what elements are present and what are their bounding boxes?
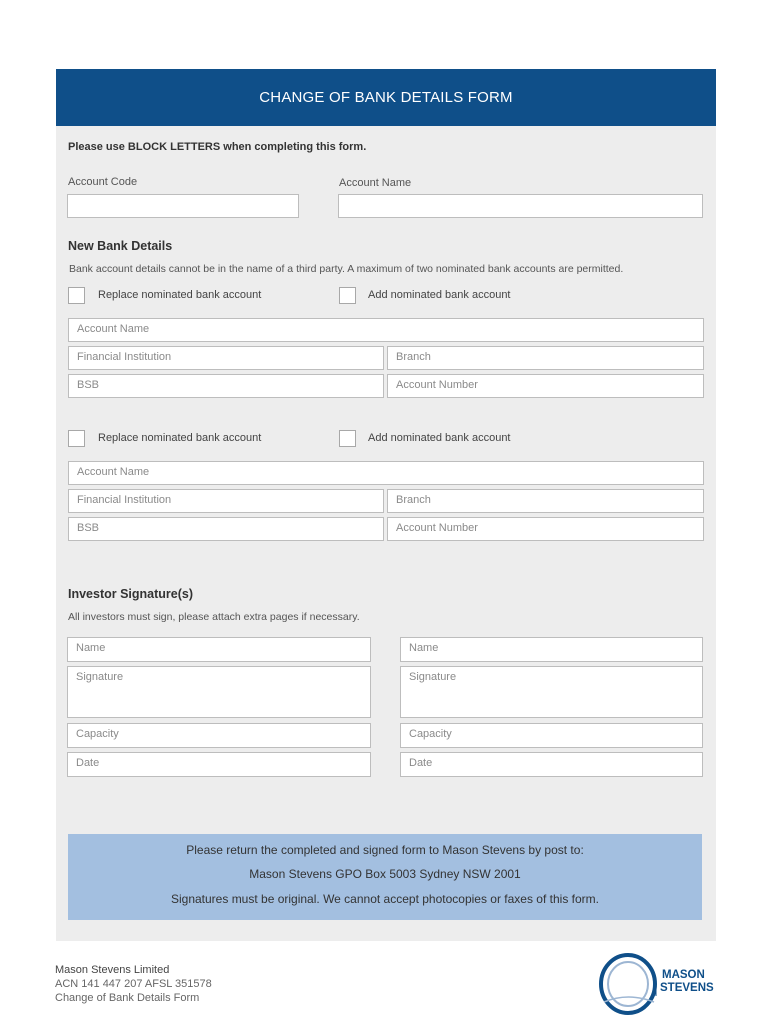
bank-account-name-field-1[interactable]: Account Name (68, 318, 704, 342)
replace-account-checkbox-1[interactable] (68, 287, 85, 304)
account-code-field[interactable] (67, 194, 299, 218)
return-address: Mason Stevens GPO Box 5003 Sydney NSW 2001 (249, 867, 521, 881)
replace-account-label-2: Replace nominated bank account (98, 432, 262, 444)
add-account-checkbox-2[interactable] (339, 430, 356, 447)
logo-emblem-icon (598, 952, 718, 1016)
signatures-heading: Investor Signature(s) (68, 587, 194, 601)
form-panel (56, 69, 716, 941)
footer-company: Mason Stevens Limited (55, 964, 170, 976)
investor2-name-field[interactable]: Name (400, 637, 703, 662)
return-info-box (68, 834, 702, 920)
svg-text:STEVENS: STEVENS (660, 982, 714, 994)
form-title: CHANGE OF BANK DETAILS FORM (56, 69, 716, 126)
branch-field-2[interactable]: Branch (387, 489, 704, 513)
account-name-field[interactable] (338, 194, 703, 218)
svg-text:MASON: MASON (662, 969, 705, 981)
bank-details-heading: New Bank Details (68, 239, 173, 253)
add-account-label-2: Add nominated bank account (368, 432, 511, 444)
investor1-capacity-field[interactable]: Capacity (67, 723, 371, 748)
investor1-date-field[interactable]: Date (67, 752, 371, 777)
add-account-label-1: Add nominated bank account (368, 289, 511, 301)
account-number-field-1[interactable]: Account Number (387, 374, 704, 398)
bsb-field-1[interactable]: BSB (68, 374, 384, 398)
investor2-capacity-field[interactable]: Capacity (400, 723, 703, 748)
footer-acn: ACN 141 447 207 AFSL 351578 (55, 978, 212, 990)
footer-doc-name: Change of Bank Details Form (55, 992, 200, 1004)
bsb-field-2[interactable]: BSB (68, 517, 384, 541)
replace-account-checkbox-2[interactable] (68, 430, 85, 447)
return-line-1: Please return the completed and signed form to Mason Stevens by post to: (186, 843, 584, 857)
investor1-signature-field[interactable]: Signature (67, 666, 371, 718)
financial-institution-field-1[interactable]: Financial Institution (68, 346, 384, 370)
investor1-name-field[interactable]: Name (67, 637, 371, 662)
account-name-label: Account Name (339, 177, 412, 189)
bank-details-note: Bank account details cannot be in the name of a third party. A maximum of two nominated bank accounts are permitted. (69, 263, 624, 275)
financial-institution-field-2[interactable]: Financial Institution (68, 489, 384, 513)
replace-account-label-1: Replace nominated bank account (98, 289, 262, 301)
account-number-field-2[interactable]: Account Number (387, 517, 704, 541)
investor2-date-field[interactable]: Date (400, 752, 703, 777)
instruction-text: Please use BLOCK LETTERS when completing this form. (68, 141, 367, 153)
mason-stevens-logo (598, 952, 718, 1016)
bank-account-name-field-2[interactable]: Account Name (68, 461, 704, 485)
branch-field-1[interactable]: Branch (387, 346, 704, 370)
add-account-checkbox-1[interactable] (339, 287, 356, 304)
return-line-3: Signatures must be original. We cannot accept photocopies or faxes of this form. (170, 892, 599, 906)
signatures-note: All investors must sign, please attach extra pages if necessary. (68, 611, 360, 623)
account-code-label: Account Code (68, 176, 138, 188)
investor2-signature-field[interactable]: Signature (400, 666, 703, 718)
